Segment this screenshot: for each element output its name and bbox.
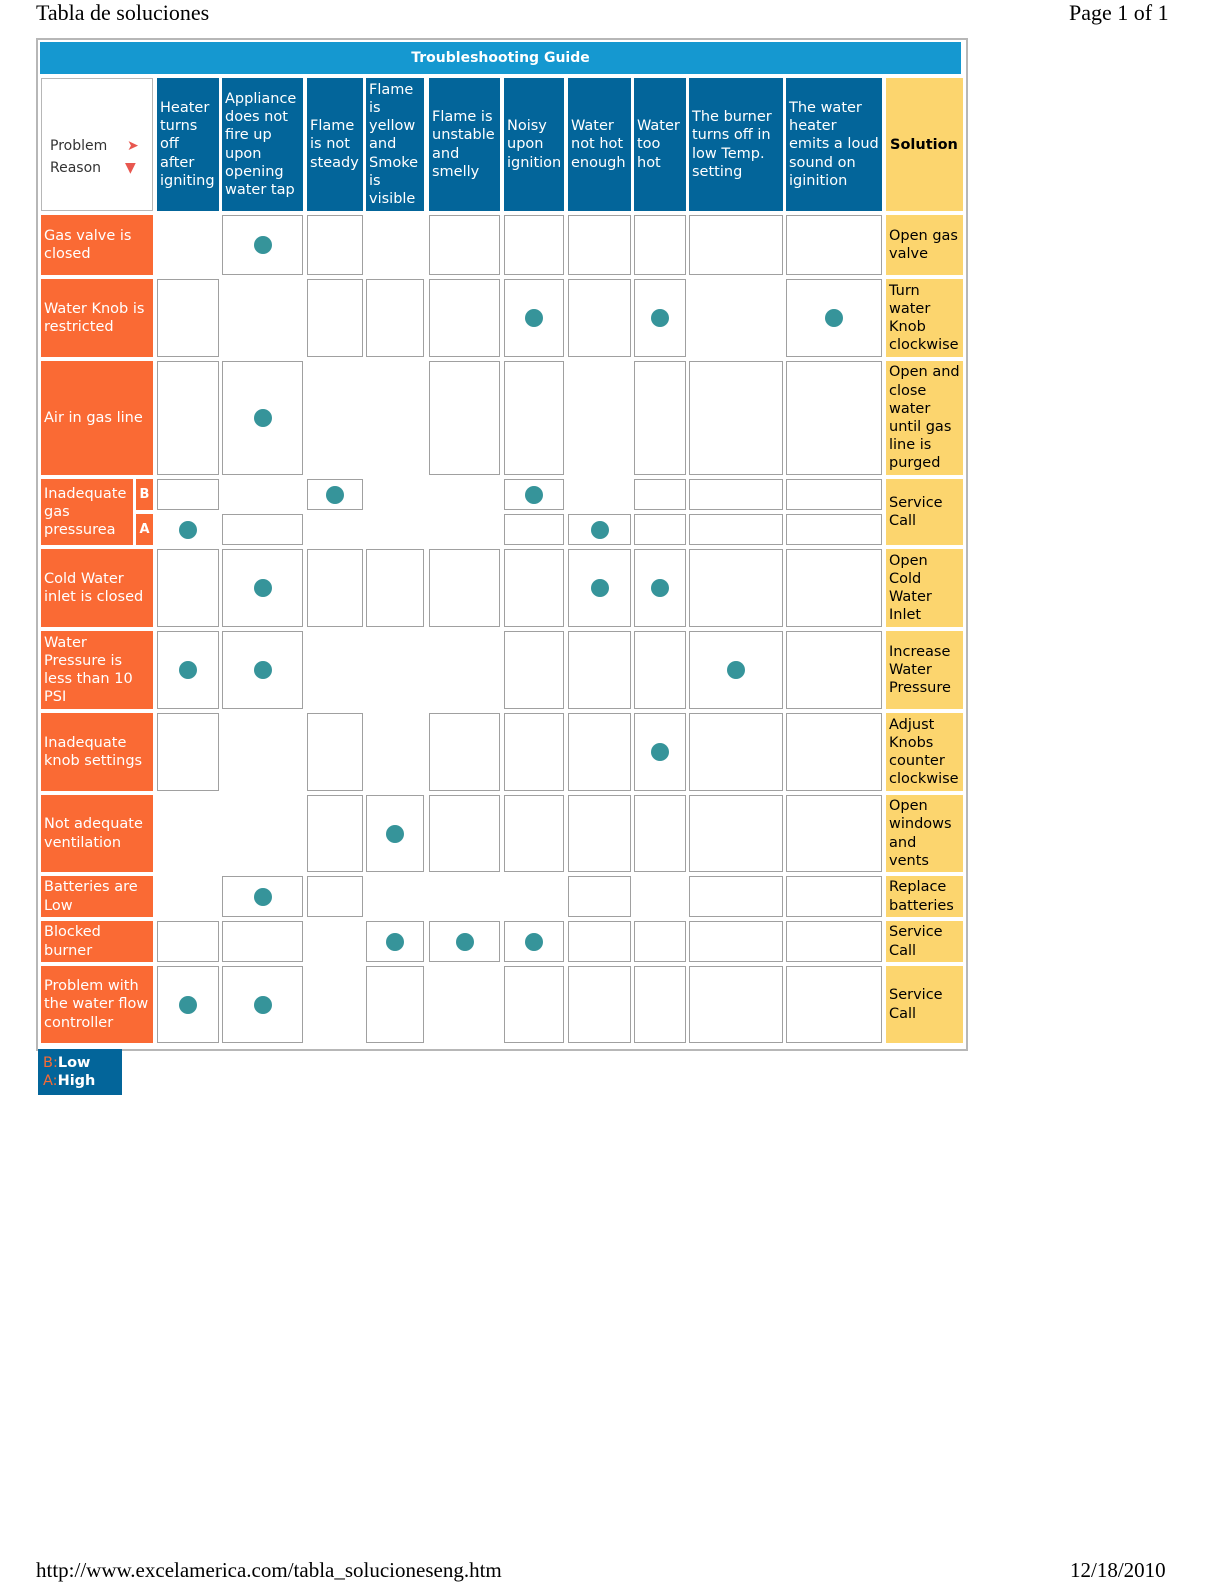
- solution-cell: Adjust Knobs counter clockwise: [886, 713, 963, 791]
- cell-box: [786, 876, 882, 917]
- corner-cell: [41, 78, 153, 211]
- cell-box: [634, 479, 686, 510]
- cell-box: [786, 361, 882, 475]
- cell-box: [786, 631, 882, 709]
- cell-box: [689, 876, 783, 917]
- cell-box: [429, 361, 500, 475]
- cell-box: [504, 514, 564, 545]
- reason-label: Gas valve is closed: [41, 215, 153, 275]
- legend: [38, 1049, 122, 1095]
- cell-box: [504, 361, 564, 475]
- cell-box: [157, 479, 219, 510]
- solution-cell: Open and close water until gas line is purged: [886, 361, 963, 475]
- reason-label: Blocked burner: [41, 921, 153, 962]
- cell-box: [568, 279, 631, 357]
- problem-header-9: The burner turns off in low Temp. setting: [689, 78, 783, 211]
- cell-box: [689, 361, 783, 475]
- reason-arrow-icon: ▼: [125, 160, 136, 176]
- reason-label: Problem with the water flow controller: [41, 966, 153, 1043]
- solution-cell: Open Cold Water Inlet: [886, 549, 963, 627]
- cell-box: [366, 549, 424, 627]
- troubleshooting-table: [36, 38, 968, 1051]
- reason-label: Water Pressure is less than 10 PSI: [41, 631, 153, 709]
- solution-cell: Turn water Knob clockwise: [886, 279, 963, 357]
- match-dot-icon: [525, 486, 543, 504]
- reason-label: Batteries are Low: [41, 876, 153, 917]
- cell-box: [568, 921, 631, 962]
- match-dot-icon: [591, 521, 609, 539]
- problem-header-4: Flame is yellow and Smoke is visible: [366, 78, 424, 211]
- cell-box: [568, 795, 631, 872]
- cell-box: [634, 514, 686, 545]
- cell-box: [689, 479, 783, 510]
- cell-box: [634, 966, 686, 1043]
- match-dot-icon: [179, 996, 197, 1014]
- reason-label: Not adequate ventilation: [41, 795, 153, 872]
- cell-box: [307, 279, 363, 357]
- match-dot-icon: [254, 661, 272, 679]
- match-dot-icon: [179, 661, 197, 679]
- match-dot-icon: [254, 579, 272, 597]
- cell-box: [689, 966, 783, 1043]
- match-dot-icon: [386, 933, 404, 951]
- reason-label: Cold Water inlet is closed: [41, 549, 153, 627]
- problem-label: Problem: [50, 138, 108, 154]
- solution-cell: Open windows and vents: [886, 795, 963, 872]
- cell-box: [504, 795, 564, 872]
- cell-box: [429, 549, 500, 627]
- cell-box: [504, 631, 564, 709]
- cell-box: [634, 795, 686, 872]
- reason-label: Air in gas line: [41, 361, 153, 475]
- cell-box: [307, 795, 363, 872]
- cell-box: [689, 549, 783, 627]
- print-footer-date: 12/18/2010: [1070, 1558, 1166, 1582]
- match-dot-icon: [254, 996, 272, 1014]
- reason-label: Reason: [50, 160, 102, 176]
- cell-box: [157, 279, 219, 357]
- match-dot-icon: [825, 309, 843, 327]
- cell-box: [786, 215, 882, 275]
- cell-box: [786, 713, 882, 791]
- cell-box: [568, 215, 631, 275]
- match-dot-icon: [254, 409, 272, 427]
- reason-label: Inadequate knob settings: [41, 713, 153, 791]
- cell-box: [366, 279, 424, 357]
- cell-box: [568, 631, 631, 709]
- match-dot-icon: [179, 521, 197, 539]
- cell-box: [222, 514, 303, 545]
- match-dot-icon: [386, 825, 404, 843]
- cell-box: [786, 795, 882, 872]
- solution-cell: Increase Water Pressure: [886, 631, 963, 709]
- cell-box: [504, 713, 564, 791]
- cell-box: [634, 215, 686, 275]
- problem-header-10: The water heater emits a loud sound on iginition: [786, 78, 882, 211]
- cell-box: [429, 279, 500, 357]
- cell-box: [307, 549, 363, 627]
- problem-header-6: Noisy upon ignition: [504, 78, 564, 211]
- cell-box: [504, 966, 564, 1043]
- solution-header: Solution: [886, 78, 963, 211]
- solution-cell: Service Call: [886, 479, 963, 545]
- cell-box: [786, 514, 882, 545]
- cell-box: [307, 215, 363, 275]
- legend-item-a: A:High: [43, 1073, 96, 1089]
- cell-box: [157, 361, 219, 475]
- cell-box: [786, 921, 882, 962]
- cell-box: [689, 713, 783, 791]
- cell-box: [786, 549, 882, 627]
- solution-cell: Replace batteries: [886, 876, 963, 917]
- cell-box: [689, 215, 783, 275]
- problem-header-5: Flame is unstable and smelly: [429, 78, 500, 211]
- print-footer-url: http://www.excelamerica.com/tabla_solucioneseng.htm: [36, 1558, 502, 1582]
- pressure-level-b: B: [136, 479, 153, 510]
- table-title: Troubleshooting Guide: [40, 42, 961, 74]
- cell-box: [222, 921, 303, 962]
- cell-box: [504, 215, 564, 275]
- print-header-title: Tabla de soluciones: [36, 0, 210, 25]
- cell-box: [689, 921, 783, 962]
- cell-box: [429, 713, 500, 791]
- cell-box: [429, 795, 500, 872]
- legend-item-b: B:Low: [43, 1055, 91, 1071]
- match-dot-icon: [651, 579, 669, 597]
- cell-box: [429, 215, 500, 275]
- cell-box: [504, 549, 564, 627]
- problem-arrow-icon: ➤: [127, 138, 139, 154]
- problem-header-1: Heater turns off after igniting: [157, 78, 219, 211]
- solution-cell: Service Call: [886, 921, 963, 962]
- match-dot-icon: [525, 309, 543, 327]
- problem-header-3: Flame is not steady: [307, 78, 363, 211]
- problem-header-8: Water too hot: [634, 78, 686, 211]
- problem-header-2: Appliance does not fire up upon opening water tap: [222, 78, 303, 211]
- match-dot-icon: [651, 309, 669, 327]
- solution-cell: Open gas valve: [886, 215, 963, 275]
- problem-header-7: Water not hot enough: [568, 78, 631, 211]
- match-dot-icon: [254, 236, 272, 254]
- cell-box: [689, 795, 783, 872]
- cell-box: [786, 966, 882, 1043]
- reason-label: Inadequate gas pressurea: [41, 479, 133, 545]
- match-dot-icon: [591, 579, 609, 597]
- cell-box: [307, 876, 363, 917]
- cell-box: [634, 361, 686, 475]
- cell-box: [568, 713, 631, 791]
- cell-box: [157, 921, 219, 962]
- cell-box: [307, 713, 363, 791]
- cell-box: [786, 479, 882, 510]
- match-dot-icon: [326, 486, 344, 504]
- cell-box: [689, 514, 783, 545]
- match-dot-icon: [254, 888, 272, 906]
- reason-label: Water Knob is restricted: [41, 279, 153, 357]
- cell-box: [568, 876, 631, 917]
- cell-box: [634, 921, 686, 962]
- match-dot-icon: [727, 661, 745, 679]
- cell-box: [568, 966, 631, 1043]
- cell-box: [366, 966, 424, 1043]
- print-header-page: Page 1 of 1: [1069, 0, 1169, 25]
- cell-box: [157, 713, 219, 791]
- cell-box: [634, 631, 686, 709]
- match-dot-icon: [525, 933, 543, 951]
- pressure-level-a: A: [136, 514, 153, 545]
- match-dot-icon: [651, 743, 669, 761]
- match-dot-icon: [456, 933, 474, 951]
- cell-box: [157, 549, 219, 627]
- solution-cell: Service Call: [886, 966, 963, 1043]
